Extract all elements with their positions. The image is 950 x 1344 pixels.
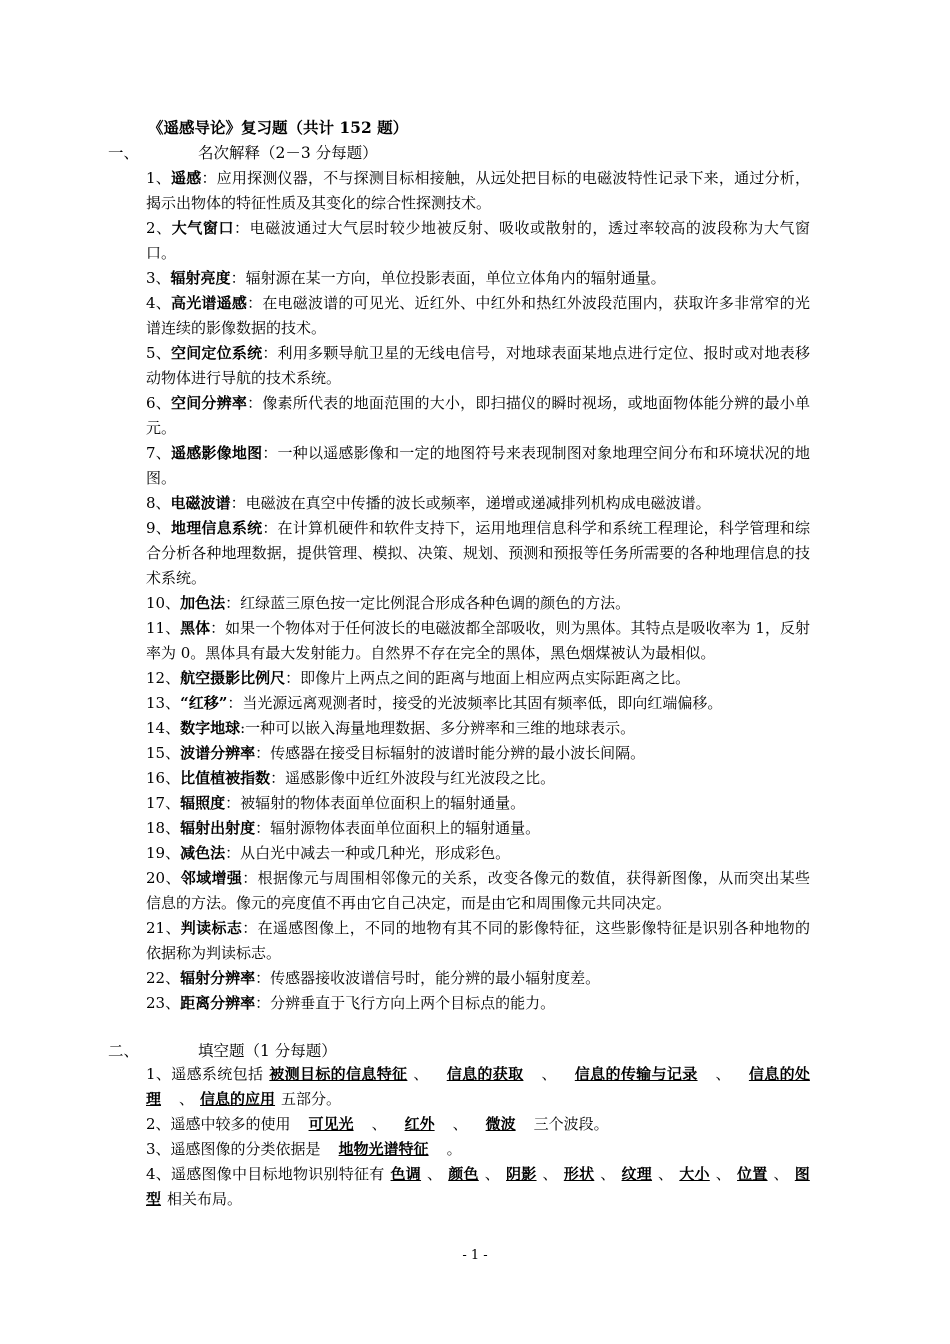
definition-item: [146, 816, 810, 841]
definition-text: 在电磁波谱的可见光、近红外、中红外和热红外波段范围内，获取许多非常窄的光谱连续的影像数据的技术。: [146, 294, 810, 337]
definition-text: 一种以遥感影像和一定的地图符号来表现制图对象地理空间分布和环境状况的地图。: [146, 444, 810, 487]
fill-question-1: [146, 1062, 810, 1112]
fill-in-list: [146, 1062, 810, 1212]
definition-item: [146, 691, 810, 716]
definition-text: 从白光中减去一种或几种光，形成彩色。: [240, 844, 511, 862]
definition-item: [146, 991, 810, 1016]
definition-text: 分辨垂直于飞行方向上两个目标点的能力。: [270, 994, 556, 1012]
item-number: 12、: [146, 669, 181, 687]
definition-text: 应用探测仪器，不与探测目标相接触，从远处把目标的电磁波特性记录下来，通过分析，揭示出物体的特征性质及其变化的综合性探测技术。: [146, 169, 810, 212]
answer-blank: 红外: [404, 1115, 435, 1133]
question-text: 2、遥感中较多的使用: [146, 1115, 291, 1133]
fill-question-4: [146, 1162, 810, 1212]
separator: ：: [270, 769, 286, 787]
definition-item: [146, 516, 810, 591]
answer-blank: 信息的获取: [446, 1065, 524, 1083]
definition-text: 辐射源在某一方向，单位投影表面，单位立体角内的辐射通量。: [245, 269, 666, 287]
question-text: 。: [446, 1140, 462, 1158]
definition-item: [146, 491, 810, 516]
definition-item: [146, 616, 810, 666]
definition-text: 一种可以嵌入海量地理数据、多分辨率和三维的地球表示。: [245, 719, 636, 737]
question-text: 1、遥感系统包括: [146, 1065, 264, 1083]
item-number: 1、: [146, 169, 171, 187]
separator: 、: [427, 1165, 443, 1183]
separator: ：: [225, 794, 241, 812]
separator: ：: [227, 694, 243, 712]
item-number: 19、: [146, 844, 181, 862]
definition-text: 传感器接收波谱信号时，能分辨的最小辐射度差。: [270, 969, 601, 987]
separator: ：: [262, 444, 278, 462]
definition-item: [146, 716, 810, 741]
item-number: 18、: [146, 819, 181, 837]
definition-text: 辐射源物体表面单位面积上的辐射通量。: [270, 819, 541, 837]
item-number: 22、: [146, 969, 181, 987]
question-text: 三个波段。: [533, 1115, 609, 1133]
answer-blank: 位置: [737, 1165, 768, 1183]
answer-blank: 大小: [679, 1165, 710, 1183]
definition-term: 比值植被指数: [180, 769, 271, 787]
item-number: 11、: [146, 619, 181, 637]
definition-item: [146, 966, 810, 991]
definition-text: 遥感影像中近红外波段与红光波段之比。: [285, 769, 556, 787]
answer-blank: 信息的应用: [200, 1090, 276, 1108]
separator: ：: [255, 994, 271, 1012]
definition-text: 电磁波通过大气层时较少地被反射、吸收或散射的，透过率较高的波段称为大气窗口。: [146, 219, 810, 262]
answer-blank: 地物光谱特征: [338, 1140, 429, 1158]
definition-item: [146, 916, 810, 966]
definition-term: 遥感影像地图: [170, 444, 263, 462]
definition-text: 电磁波在真空中传播的波长或频率，递增或递减排列机构成电磁波谱。: [245, 494, 711, 512]
item-number: 10、: [146, 594, 181, 612]
separator: 、: [542, 1165, 558, 1183]
answer-blank: 图型: [146, 1165, 810, 1208]
separator: 、: [600, 1165, 616, 1183]
definition-term: 波谱分辨率: [180, 744, 256, 762]
separator: ：: [230, 269, 246, 287]
section-number: 一、: [108, 144, 140, 162]
question-text: 相关布局。: [167, 1190, 243, 1208]
answer-blank: 信息的传输与记录: [574, 1065, 698, 1083]
page-number: - 1 -: [462, 1248, 488, 1263]
section-label: 名次解释（2－3 分每题）: [198, 144, 378, 162]
definition-term: 减色法: [180, 844, 226, 862]
item-number: 5、: [146, 344, 171, 362]
definition-text: 在计算机硬件和软件支持下，运用地理信息科学和系统工程理论，科学管理和综合分析各种地理数据，提供管理、模拟、决策、规划、预测和预报等任务所需要的各种地理信息的技术系统。: [146, 519, 810, 587]
separator: ：: [255, 969, 271, 987]
answer-blank: 信息的处理: [146, 1065, 810, 1108]
definition-text: 传感器在接受目标辐射的波谱时能分辨的最小波长间隔。: [270, 744, 646, 762]
question-text: 五部分。: [281, 1090, 342, 1108]
separator: ：: [285, 669, 301, 687]
separator: ：: [234, 219, 250, 237]
fill-question-2: [146, 1112, 810, 1137]
definition-term: 加色法: [180, 594, 226, 612]
definition-item: [146, 866, 810, 916]
item-number: 23、: [146, 994, 181, 1012]
separator: ：: [262, 344, 278, 362]
definition-text: 根据像元与周围相邻像元的关系，改变各像元的数值，获得新图像，从而突出某些信息的方法。像元的亮度值不再由它自己决定，而是由它和周围像元共同决定。: [146, 869, 810, 912]
separator: ：: [255, 819, 271, 837]
definition-term: 数字地球: [180, 719, 241, 737]
answer-blank: 色调: [390, 1165, 422, 1183]
item-number: 13、: [146, 694, 181, 712]
separator: 、: [179, 1090, 195, 1108]
definition-text: 如果一个物体对于任何波长的电磁波都全部吸收，则为黑体。其特点是吸收率为 1，反射率为 0。黑体具有最大发射能力。自然界不存在完全的黑体，黑色烟煤被认为最相似。: [146, 619, 810, 662]
definition-term: 大气窗口: [171, 219, 235, 237]
separator: 、: [413, 1065, 429, 1083]
answer-blank: 被测目标的信息特征: [269, 1065, 408, 1083]
definition-text: 即像片上两点之间的距离与地面上相应两点实际距离之比。: [300, 669, 691, 687]
document-title: 《遥感导论》复习题（共计 152 题）: [148, 118, 409, 137]
definition-term: 辐射亮度: [170, 269, 231, 287]
item-number: 2、: [146, 219, 172, 237]
separator: 、: [371, 1115, 387, 1133]
definition-item: [146, 291, 810, 341]
item-number: 15、: [146, 744, 181, 762]
definition-item: [146, 741, 810, 766]
answer-blank: 颜色: [448, 1165, 479, 1183]
separator: ：: [242, 919, 258, 937]
answer-blank: 可见光: [308, 1115, 354, 1133]
question-text: 4、遥感图像中目标地物识别特征有: [146, 1165, 385, 1183]
definition-text: 利用多颗导航卫星的无线电信号，对地球表面某地点进行定位、报时或对地表移动物体进行导航的技术系统。: [146, 344, 810, 387]
definition-term: 航空摄影比例尺: [180, 669, 286, 687]
definition-item: [146, 666, 810, 691]
item-number: 6、: [146, 394, 171, 412]
definition-term: 地理信息系统: [170, 519, 263, 537]
answer-blank: 纹理: [621, 1165, 653, 1183]
definition-item: [146, 341, 810, 391]
definition-term: 距离分辨率: [180, 994, 256, 1012]
section-number: 二、: [108, 1042, 140, 1060]
definition-item: [146, 841, 810, 866]
definition-text: 红绿蓝三原色按一定比例混合形成各种色调的颜色的方法。: [240, 594, 631, 612]
item-number: 3、: [146, 269, 171, 287]
item-number: 21、: [146, 919, 181, 937]
item-number: 17、: [146, 794, 181, 812]
definition-text: 像素所代表的地面范围的大小，即扫描仪的瞬时视场，或地面物体能分辨的最小单元。: [146, 394, 810, 437]
item-number: 14、: [146, 719, 181, 737]
definition-item: [146, 591, 810, 616]
definition-term: 空间分辨率: [170, 394, 248, 412]
separator: 、: [484, 1165, 501, 1183]
definition-term: 辐照度: [180, 794, 226, 812]
definition-term: “红移”: [180, 694, 228, 712]
definition-term: 辐射分辨率: [180, 969, 256, 987]
answer-blank: 阴影: [506, 1165, 537, 1183]
fill-question-3: [146, 1137, 810, 1162]
separator: ：: [242, 869, 258, 887]
definition-term: 电磁波谱: [170, 494, 231, 512]
definition-term: 遥感: [170, 169, 202, 187]
answer-blank: 微波: [485, 1115, 516, 1133]
separator: 、: [452, 1115, 468, 1133]
definition-term: 邻域增强: [180, 869, 243, 887]
definition-term: 辐射出射度: [180, 819, 256, 837]
definition-item: [146, 216, 810, 266]
answer-blank: 形状: [563, 1165, 595, 1183]
definition-item: [146, 266, 810, 291]
definition-term: 空间定位系统: [170, 344, 263, 362]
separator: 、: [541, 1065, 557, 1083]
item-number: 8、: [146, 494, 171, 512]
definition-item: [146, 791, 810, 816]
separator: ：: [201, 169, 217, 187]
question-text: 3、遥感图像的分类依据是: [146, 1140, 321, 1158]
separator: 、: [715, 1065, 731, 1083]
item-number: 9、: [146, 519, 171, 537]
definition-term: 高光谱遥感: [170, 294, 248, 312]
definition-item: [146, 441, 810, 491]
definition-text: 在遥感图像上，不同的地物有其不同的影像特征，这些影像特征是识别各种地物的依据称为判读标志。: [146, 919, 810, 962]
separator: ：: [210, 619, 226, 637]
item-number: 16、: [146, 769, 181, 787]
separator: ：: [225, 594, 241, 612]
item-number: 4、: [146, 294, 171, 312]
separator: ：: [225, 844, 241, 862]
separator: ：: [247, 394, 263, 412]
separator: ：: [262, 519, 278, 537]
section-label: 填空题（1 分每题）: [198, 1042, 337, 1060]
definitions-list: [146, 166, 810, 1016]
item-number: 20、: [146, 869, 181, 887]
separator: ：: [247, 294, 263, 312]
separator: :: [240, 719, 246, 737]
definition-item: [146, 766, 810, 791]
separator: ：: [255, 744, 271, 762]
separator: 、: [773, 1165, 789, 1183]
definition-term: 黑体: [180, 619, 211, 637]
definition-term: 判读标志: [180, 919, 243, 937]
definition-text: 被辐射的物体表面单位面积上的辐射通量。: [240, 794, 526, 812]
definition-item: [146, 391, 810, 441]
separator: 、: [658, 1165, 674, 1183]
definition-item: [146, 166, 810, 216]
separator: 、: [715, 1165, 732, 1183]
separator: ：: [230, 494, 246, 512]
definition-text: 当光源远离观测者时，接受的光波频率比其固有频率低，即向红端偏移。: [242, 694, 723, 712]
item-number: 7、: [146, 444, 171, 462]
